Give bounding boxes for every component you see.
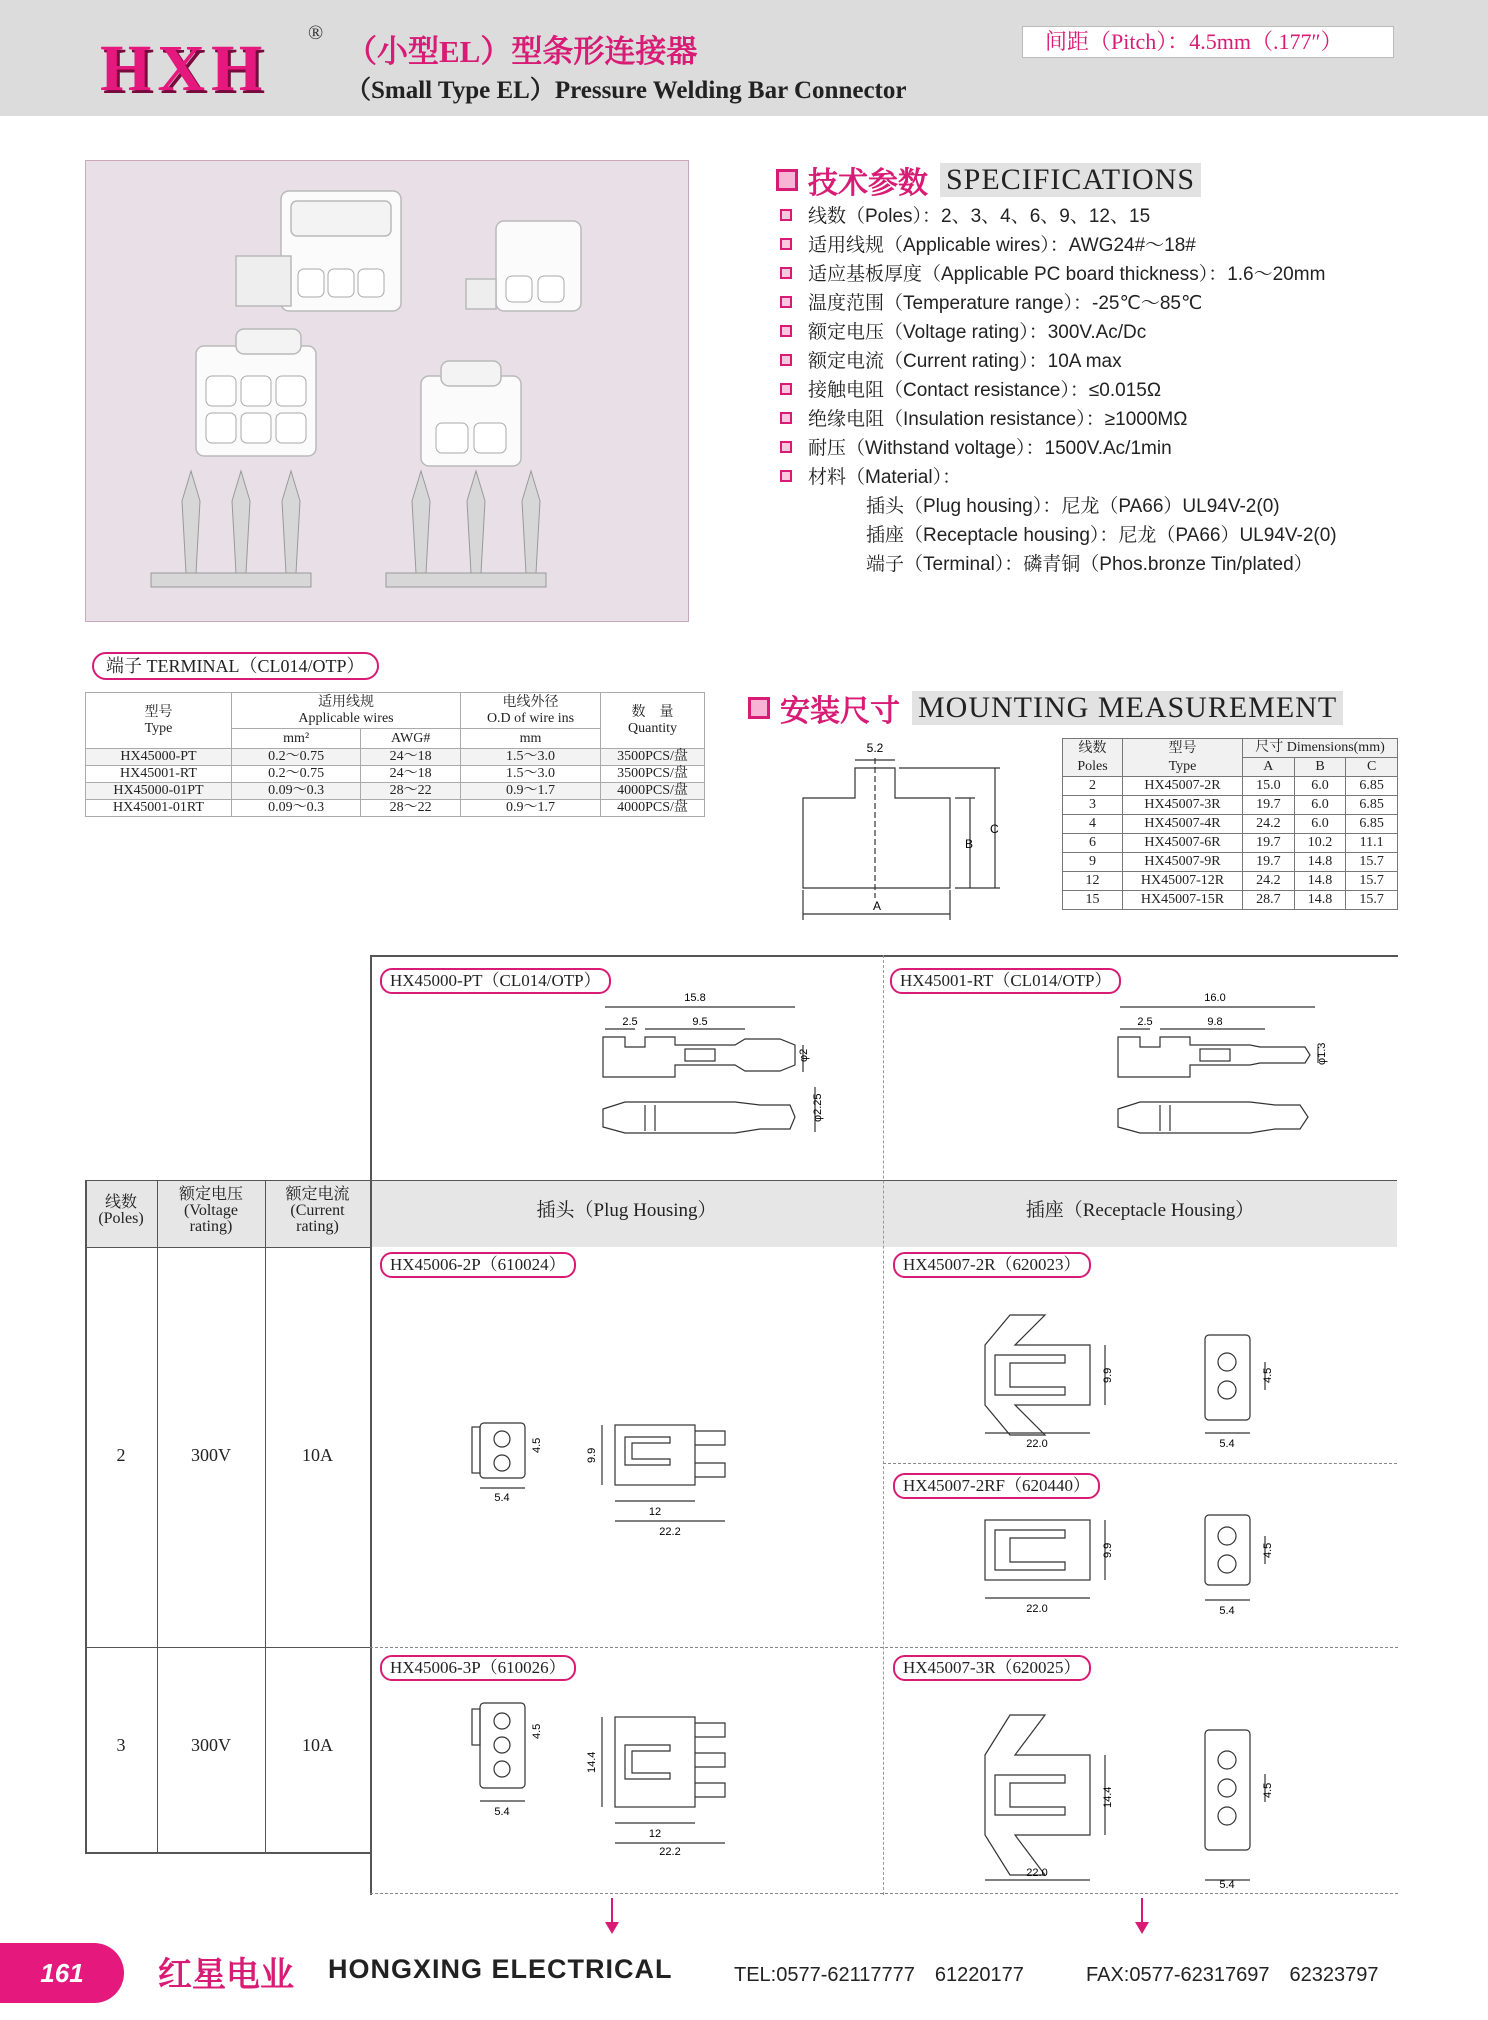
- spec-item: [780, 432, 1337, 461]
- bullet-icon: [780, 383, 792, 395]
- terminal-table: [85, 692, 705, 817]
- dim-label: 22.2: [659, 1526, 681, 1538]
- grid-line: [85, 1647, 370, 1648]
- table-cell: 6.0: [1294, 777, 1346, 796]
- part-label-pt: HX45000-PT（CL014/OTP）: [380, 968, 611, 994]
- dim-label: 22.0: [1026, 1438, 1048, 1450]
- registered-mark: ®: [308, 22, 324, 44]
- row-poles: 2: [116, 1445, 126, 1465]
- title-cn: （小型EL）型条形连接器: [346, 34, 698, 69]
- dim-label: 5.4: [1219, 1438, 1235, 1450]
- spec-text: 额定电压（Voltage rating）：300V.Ac/Dc: [808, 322, 1147, 343]
- dim-label: φ2.25: [812, 1093, 824, 1122]
- company-name-en: HONGXING ELECTRICAL: [328, 1954, 673, 1984]
- table-cell: 9: [1063, 853, 1123, 872]
- dim-label: B: [965, 837, 974, 851]
- table-cell: 15.0: [1243, 777, 1295, 796]
- th-mm2: mm²: [232, 729, 361, 749]
- table-cell: 15.7: [1346, 853, 1398, 872]
- col-poles-header: 线数 (Poles): [98, 1194, 144, 1227]
- receptacle-2r-drawing: [955, 1285, 1375, 1455]
- th-b: B: [1294, 758, 1346, 777]
- th-od-mm: mm: [461, 729, 601, 749]
- table-cell: 3500PCS/盘: [601, 766, 705, 783]
- page-number: 161: [0, 1943, 124, 2003]
- table-cell: 24.2: [1243, 815, 1295, 834]
- table-cell: 19.7: [1243, 796, 1295, 815]
- table-cell: 0.9～1.7: [461, 783, 601, 800]
- table-cell: 28.7: [1243, 891, 1295, 910]
- table-row: [1063, 853, 1398, 872]
- plug-3p-drawing: [470, 1695, 870, 1855]
- col-voltage-header: 额定电压 (Voltage rating): [178, 1186, 243, 1235]
- table-cell: HX45007-6R: [1123, 834, 1243, 853]
- table-cell: 4000PCS/盘: [601, 800, 705, 817]
- square-bullet-icon: [776, 169, 798, 191]
- table-row: [1063, 777, 1398, 796]
- dim-label: 12: [648, 1506, 662, 1518]
- th-poles-en: Poles: [1077, 758, 1108, 774]
- table-cell: HX45007-15R: [1123, 891, 1243, 910]
- col-current-header: 额定电流 (Current rating): [285, 1186, 350, 1235]
- row-voltage: 300V: [191, 1735, 231, 1755]
- table-cell: HX45007-3R: [1123, 796, 1243, 815]
- dim-label: 5.4: [494, 1806, 510, 1818]
- table-cell: HX45007-2R: [1123, 777, 1243, 796]
- table-cell: 3500PCS/盘: [601, 749, 705, 766]
- table-cell: 28～22: [361, 783, 461, 800]
- spec-text: 线数（Poles）：2、3、4、6、9、12、15: [808, 206, 1151, 227]
- terminal-label: 端子 TERMINAL（CL014/OTP）: [92, 652, 379, 680]
- th-dims: 尺寸 Dimensions(mm): [1243, 739, 1398, 758]
- table-cell: 6.85: [1346, 796, 1398, 815]
- dim-label: 22.0: [1026, 1603, 1048, 1615]
- table-row: [86, 783, 705, 800]
- material-item: 插座（Receptacle housing）：尼龙（PA66）UL94V-2(0): [866, 525, 1337, 546]
- dim-label: 22.0: [1026, 1867, 1048, 1879]
- part-label-2r: HX45007-2R（620023）: [893, 1252, 1091, 1278]
- material-item: 端子（Terminal）：磷青铜（Phos.bronze Tin/plated）: [866, 554, 1313, 575]
- table-cell: 0.09～0.3: [232, 800, 361, 817]
- table-cell: 1.5～3.0: [461, 766, 601, 783]
- grid-divider: [883, 1463, 1397, 1464]
- material-item: 插头（Plug housing）：尼龙（PA66）UL94V-2(0): [866, 496, 1280, 517]
- table-cell: HX45001-RT: [86, 766, 232, 783]
- table-row: [1063, 872, 1398, 891]
- table-cell: 6.85: [1346, 777, 1398, 796]
- table-cell: 0.2～0.75: [232, 749, 361, 766]
- fax: FAX:0577-62317697 62323797: [1086, 1964, 1379, 1986]
- spec-item: [780, 258, 1337, 287]
- dim-label: 5.4: [1219, 1879, 1235, 1890]
- spec-item: [780, 316, 1337, 345]
- th-qty-cn: 数 量: [631, 704, 674, 720]
- drawing-grid: [85, 955, 1397, 1895]
- table-cell: 24～18: [361, 766, 461, 783]
- table-row: [1063, 834, 1398, 853]
- table-cell: 11.1: [1346, 834, 1398, 853]
- receptacle-3r-drawing: [955, 1690, 1375, 1890]
- dim-label: 9.9: [586, 1447, 598, 1463]
- table-cell: 1.5～3.0: [461, 749, 601, 766]
- bullet-icon: [780, 267, 792, 279]
- table-row: [1063, 891, 1398, 910]
- table-cell: 4: [1063, 815, 1123, 834]
- grid-top-line: [370, 955, 1398, 957]
- spec-text: 温度范围（Temperature range）：-25℃～85℃: [808, 293, 1203, 314]
- spec-item: [780, 461, 1337, 490]
- table-cell: 19.7: [1243, 834, 1295, 853]
- table-row: [1063, 796, 1398, 815]
- dim-label: 9.5: [692, 1016, 708, 1028]
- grid-line: [85, 1247, 370, 1248]
- table-cell: 14.8: [1294, 853, 1346, 872]
- th-type-cn: 型号: [144, 704, 173, 720]
- part-label-3r: HX45007-3R（620025）: [893, 1655, 1091, 1681]
- bullet-icon: [780, 441, 792, 453]
- table-cell: HX45000-01PT: [86, 783, 232, 800]
- table-cell: 0.09～0.3: [232, 783, 361, 800]
- spec-item: [780, 345, 1337, 374]
- table-cell: 24.2: [1243, 872, 1295, 891]
- spec-item: [780, 374, 1337, 403]
- grid-divider: [370, 1893, 1398, 1894]
- bullet-icon: [780, 238, 792, 250]
- th-od-en: O.D of wire ins: [486, 710, 575, 726]
- mounting-heading-cn: 安装尺寸: [780, 694, 900, 729]
- dim-label: φ1.3: [1316, 1042, 1328, 1065]
- table-cell: 6.0: [1294, 815, 1346, 834]
- part-label-2rf: HX45007-2RF（620440）: [893, 1473, 1100, 1499]
- table-cell: 14.8: [1294, 872, 1346, 891]
- dim-label: 4.5: [531, 1723, 543, 1739]
- dim-label: φ2: [798, 1048, 810, 1062]
- spec-item: [780, 200, 1337, 229]
- specs-list: [780, 200, 1337, 577]
- dim-label: 2.5: [1137, 1016, 1153, 1028]
- spec-item: [780, 229, 1337, 258]
- dim-label: 4.5: [531, 1437, 543, 1453]
- mounting-heading-en: MOUNTING MEASUREMENT: [912, 691, 1343, 725]
- terminal-rt-drawing: [1100, 987, 1360, 1167]
- table-cell: 15.7: [1346, 872, 1398, 891]
- table-row: [86, 766, 705, 783]
- table-cell: HX45007-9R: [1123, 853, 1243, 872]
- table-cell: 6.0: [1294, 796, 1346, 815]
- spec-text: 耐压（Withstand voltage）：1500V.Ac/1min: [808, 438, 1172, 459]
- spec-text: 接触电阻（Contact resistance）：≤0.015Ω: [808, 380, 1162, 401]
- grid-divider: [370, 1647, 1398, 1648]
- spec-text: 额定电流（Current rating）：10A max: [808, 351, 1122, 372]
- th-awg: AWG#: [361, 729, 461, 749]
- th-qty-en: Quantity: [628, 720, 677, 736]
- th-c: C: [1346, 758, 1398, 777]
- mounting-heading: [748, 686, 1343, 730]
- connector-photo-illustration: [86, 161, 690, 623]
- grid-line: [370, 955, 372, 1895]
- table-cell: 28～22: [361, 800, 461, 817]
- receptacle-2rf-drawing: [955, 1500, 1375, 1620]
- table-cell: 6.85: [1346, 815, 1398, 834]
- dim-label: 5.2: [866, 741, 884, 755]
- bullet-icon: [780, 296, 792, 308]
- th-a: A: [1243, 758, 1295, 777]
- specs-heading-en: SPECIFICATIONS: [940, 163, 1201, 197]
- table-cell: 2: [1063, 777, 1123, 796]
- spec-item: [780, 287, 1337, 316]
- th-type-en: Type: [144, 720, 173, 736]
- table-cell: 15.7: [1346, 891, 1398, 910]
- company-name-cn: 红星电业: [158, 1955, 294, 1995]
- row-voltage: 300V: [191, 1445, 231, 1465]
- bullet-icon: [780, 209, 792, 221]
- dim-label: 4.5: [1262, 1367, 1274, 1383]
- dim-label: 12: [648, 1828, 662, 1840]
- part-label-3p: HX45006-3P（610026）: [380, 1655, 576, 1681]
- table-cell: HX45007-4R: [1123, 815, 1243, 834]
- table-cell: 0.2～0.75: [232, 766, 361, 783]
- dim-label: 22.2: [659, 1846, 681, 1855]
- th-od-cn: 电线外径: [502, 694, 559, 710]
- row-current: 10A: [302, 1445, 333, 1465]
- table-cell: HX45000-PT: [86, 749, 232, 766]
- bullet-icon: [780, 325, 792, 337]
- table-cell: 15: [1063, 891, 1123, 910]
- table-cell: 3: [1063, 796, 1123, 815]
- table-cell: 19.7: [1243, 853, 1295, 872]
- table-cell: 4000PCS/盘: [601, 783, 705, 800]
- brand-logo: HXH: [100, 32, 269, 105]
- part-label-rt: HX45001-RT（CL014/OTP）: [890, 968, 1121, 994]
- row-poles: 3: [116, 1735, 126, 1755]
- dim-label: 2.5: [622, 1016, 638, 1028]
- th-wires-cn: 适用线规: [318, 694, 374, 710]
- title-en: （Small Type EL）Pressure Welding Bar Connector: [346, 77, 907, 104]
- table-cell: HX45007-12R: [1123, 872, 1243, 891]
- mounting-diagram: [795, 738, 1015, 924]
- spec-text: 适应基板厚度（Applicable PC board thickness）：1.6～20mm: [808, 264, 1326, 285]
- table-row: [86, 800, 705, 817]
- plug-2p-drawing: [470, 1413, 870, 1543]
- col-plug-header: 插头（Plug Housing）: [536, 1200, 717, 1221]
- mounting-table: [1062, 738, 1398, 910]
- part-label-2p: HX45006-2P（610024）: [380, 1252, 576, 1278]
- dim-label: C: [990, 822, 999, 836]
- th-type-cn: 型号: [1168, 740, 1197, 756]
- square-bullet-icon: [748, 697, 770, 719]
- table-row: [1063, 815, 1398, 834]
- bullet-icon: [780, 354, 792, 366]
- dim-label: A: [872, 899, 882, 913]
- table-cell: HX45001-01RT: [86, 800, 232, 817]
- th-wires-en: Applicable wires: [298, 710, 394, 726]
- th-poles-cn: 线数: [1078, 740, 1107, 756]
- product-photo: [85, 160, 689, 622]
- table-cell: 24～18: [361, 749, 461, 766]
- table-cell: 6: [1063, 834, 1123, 853]
- dim-label: 15.8: [684, 992, 706, 1004]
- dim-label: 9.8: [1207, 1016, 1223, 1028]
- spec-text: 绝缘电阻（Insulation resistance）：≥1000MΩ: [808, 409, 1188, 430]
- row-current: 10A: [302, 1735, 333, 1755]
- table-row: [86, 749, 705, 766]
- dim-label: 14.4: [586, 1751, 598, 1773]
- dim-label: 16.0: [1204, 992, 1226, 1004]
- spec-text: 材料（Material）：: [808, 467, 962, 488]
- dim-label: 9.9: [1102, 1542, 1114, 1558]
- arrow-down-icon: [600, 1898, 630, 1938]
- terminal-pt-drawing: [585, 987, 845, 1167]
- table-cell: 0.9～1.7: [461, 800, 601, 817]
- dim-label: 9.9: [1102, 1367, 1114, 1383]
- spec-item: [780, 403, 1337, 432]
- spec-text: 适用线规（Applicable wires）：AWG24#～18#: [808, 235, 1196, 256]
- bullet-icon: [780, 470, 792, 482]
- telephone: TEL:0577-62117777 61220177: [734, 1964, 1024, 1986]
- arrow-down-icon: [1130, 1898, 1160, 1938]
- table-cell: 12: [1063, 872, 1123, 891]
- bullet-icon: [780, 412, 792, 424]
- dim-label: 4.5: [1262, 1542, 1274, 1558]
- grid-divider: [883, 955, 884, 1895]
- th-type-en: Type: [1168, 758, 1197, 774]
- table-cell: 14.8: [1294, 891, 1346, 910]
- dim-label: 14.4: [1102, 1786, 1114, 1808]
- dim-label: 5.4: [494, 1492, 510, 1504]
- grid-line: [85, 1852, 370, 1854]
- grid-line: [85, 1180, 1397, 1181]
- dim-label: 4.5: [1262, 1782, 1274, 1798]
- table-cell: 10.2: [1294, 834, 1346, 853]
- dim-label: 5.4: [1219, 1605, 1235, 1617]
- pitch-badge: 间距（Pitch）：4.5mm（.177″）: [1022, 26, 1394, 58]
- col-receptacle-header: 插座（Receptacle Housing）: [1025, 1200, 1255, 1221]
- specs-heading: [776, 158, 1201, 202]
- specs-heading-cn: 技术参数: [808, 166, 928, 201]
